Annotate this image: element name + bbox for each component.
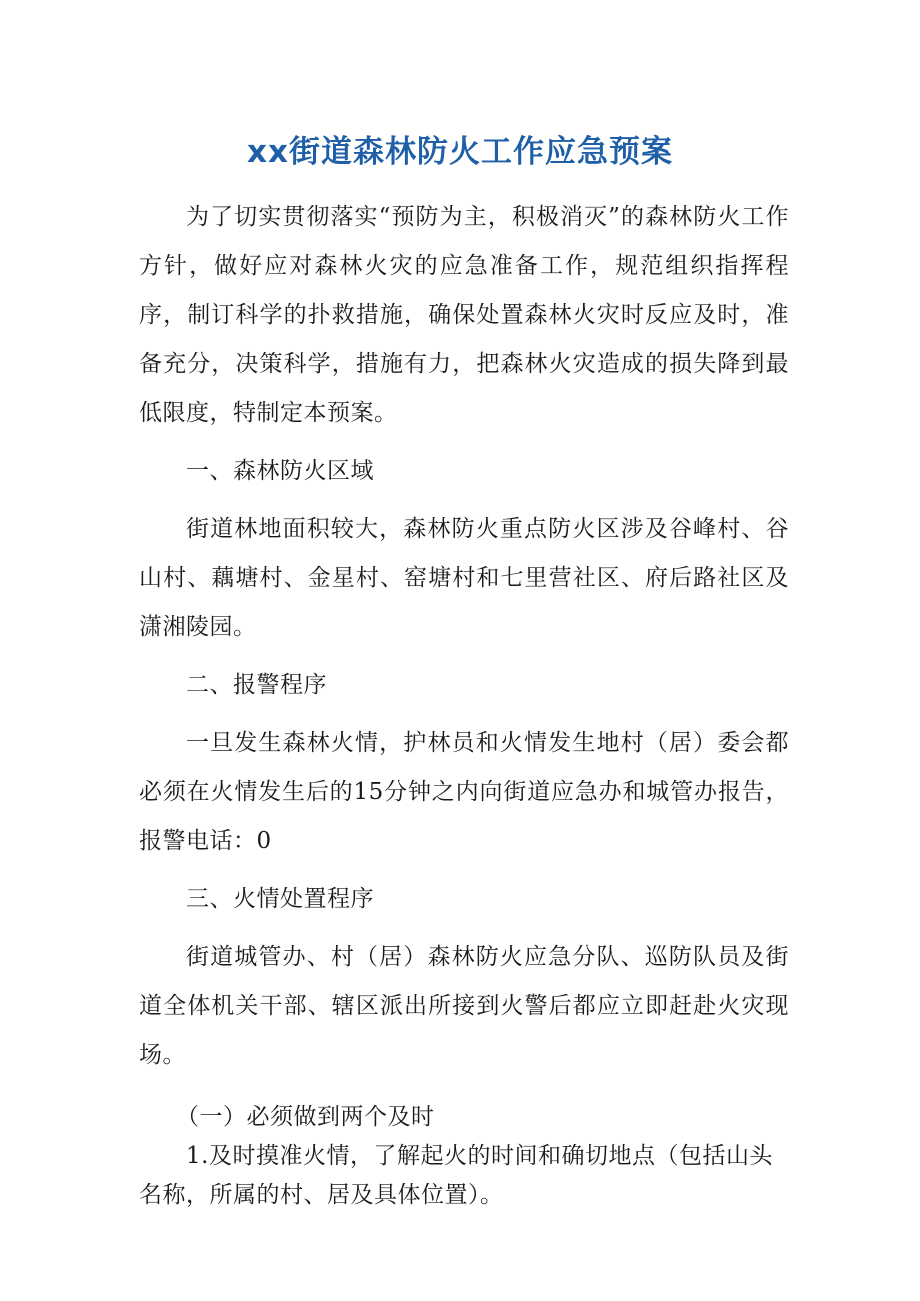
document-title: xx街道森林防火工作应急预案 xyxy=(247,134,673,170)
section-heading-fire-zone: 一、森林防火区域 xyxy=(186,458,374,484)
section-body-handling: 街道城管办、村（居）森林防火应急分队、巡防队员及街道全体机关干部、辖区派出所接到火警后都应立即赶赴火灾现场。 xyxy=(139,944,789,1068)
list-item-1: 1.及时摸准火情，了解起火的时间和确切地点（包括山头名称，所属的村、居及具体位置）。 xyxy=(139,1143,773,1208)
sub-heading-two-timely: （一）必须做到两个及时 xyxy=(176,1104,435,1130)
section-heading-alarm: 二、报警程序 xyxy=(186,672,327,698)
document-body xyxy=(139,193,789,1215)
section-body-alarm: 一旦发生森林火情，护林员和火情发生地村（居）委会都必须在火情发生后的15分钟之内向街道应急办和城管办报告，报警电话：0 xyxy=(139,730,789,854)
section-heading-handling: 三、火情处置程序 xyxy=(186,886,374,912)
intro-paragraph: 为了切实贯彻落实“预防为主，积极消灭”的森林防火工作方针，做好应对森林火灾的应急准备工作，规范组织指挥程序，制订科学的扑救措施，确保处置森林火灾时反应及时，准备充分，决策科学，措施有力，把森林火灾造成的损失降到最低限度，特制定本预案。 xyxy=(139,204,789,426)
section-body-fire-zone: 街道林地面积较大，森林防火重点防火区涉及谷峰村、谷山村、藕塘村、金星村、窑塘村和七里营社区、府后路社区及潇湘陵园。 xyxy=(139,516,789,640)
